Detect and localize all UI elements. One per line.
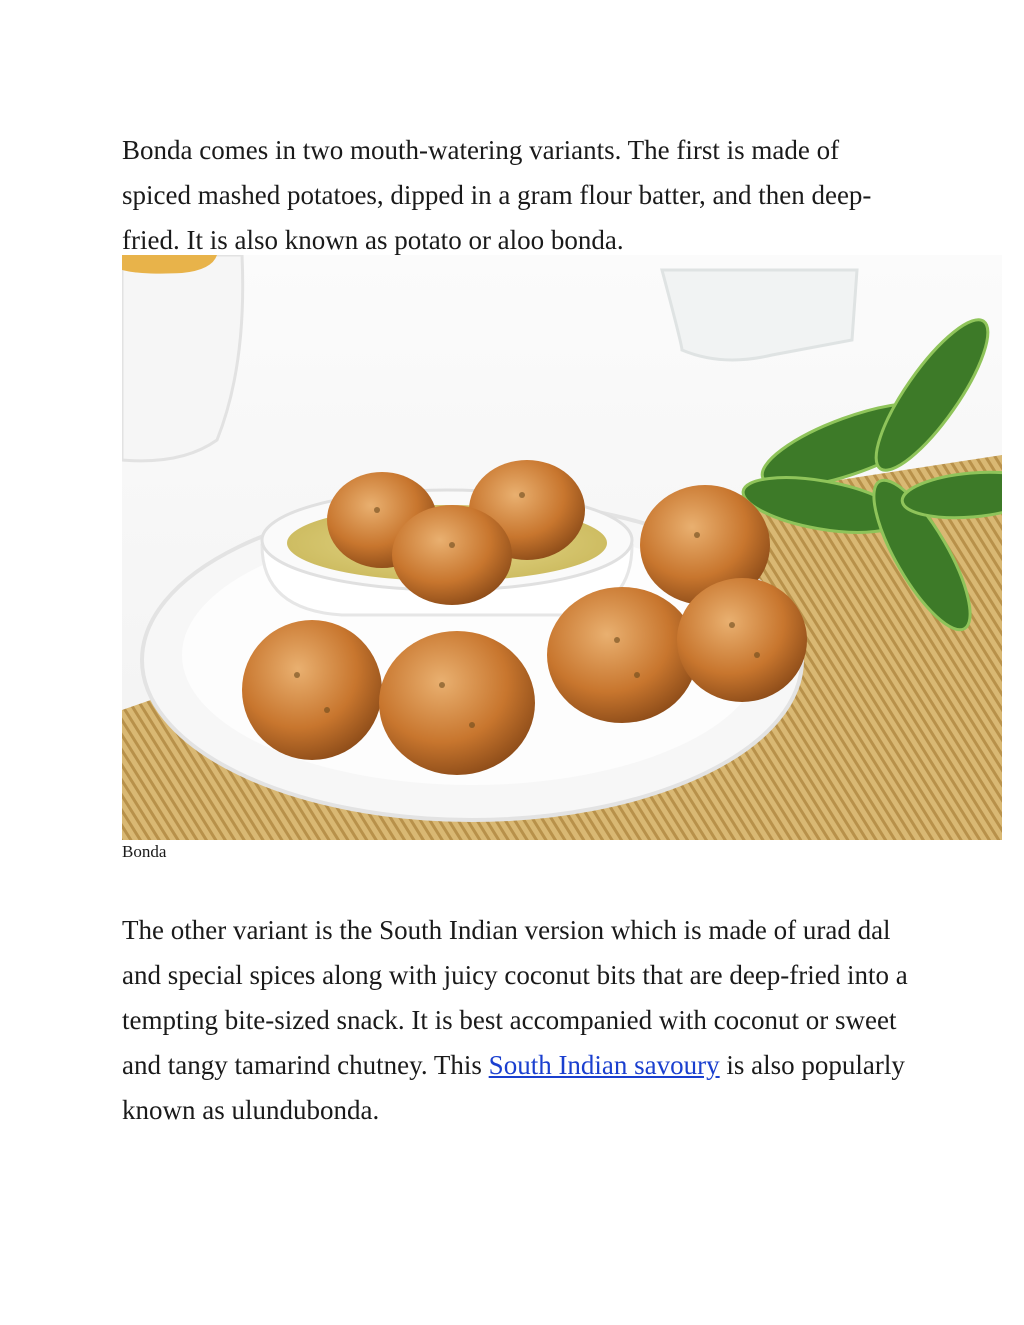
paragraph-text-after-link: is also popularly known as ulundubonda. bbox=[122, 1050, 905, 1125]
south-indian-savoury-link[interactable]: South Indian savoury bbox=[488, 1050, 720, 1080]
variant-paragraph bbox=[122, 908, 912, 1133]
bonda-photo bbox=[122, 255, 1002, 840]
intro-paragraph: Bonda comes in two mouth-watering variants. The first is made of spiced mashed potatoes, dipped in a gram flour batter, and then deep-fried. It is also known as potato or aloo bonda. bbox=[122, 135, 872, 255]
photo-caption: Bonda bbox=[122, 842, 167, 861]
paragraph-text-before-link: The other variant is the South Indian version which is made of urad dal and special spices along with juicy coconut bits that are deep-fried into a tempting bite-sized snack. It is best accompanied with coconut or sweet and tangy tamarind chutney. This bbox=[122, 915, 908, 1080]
